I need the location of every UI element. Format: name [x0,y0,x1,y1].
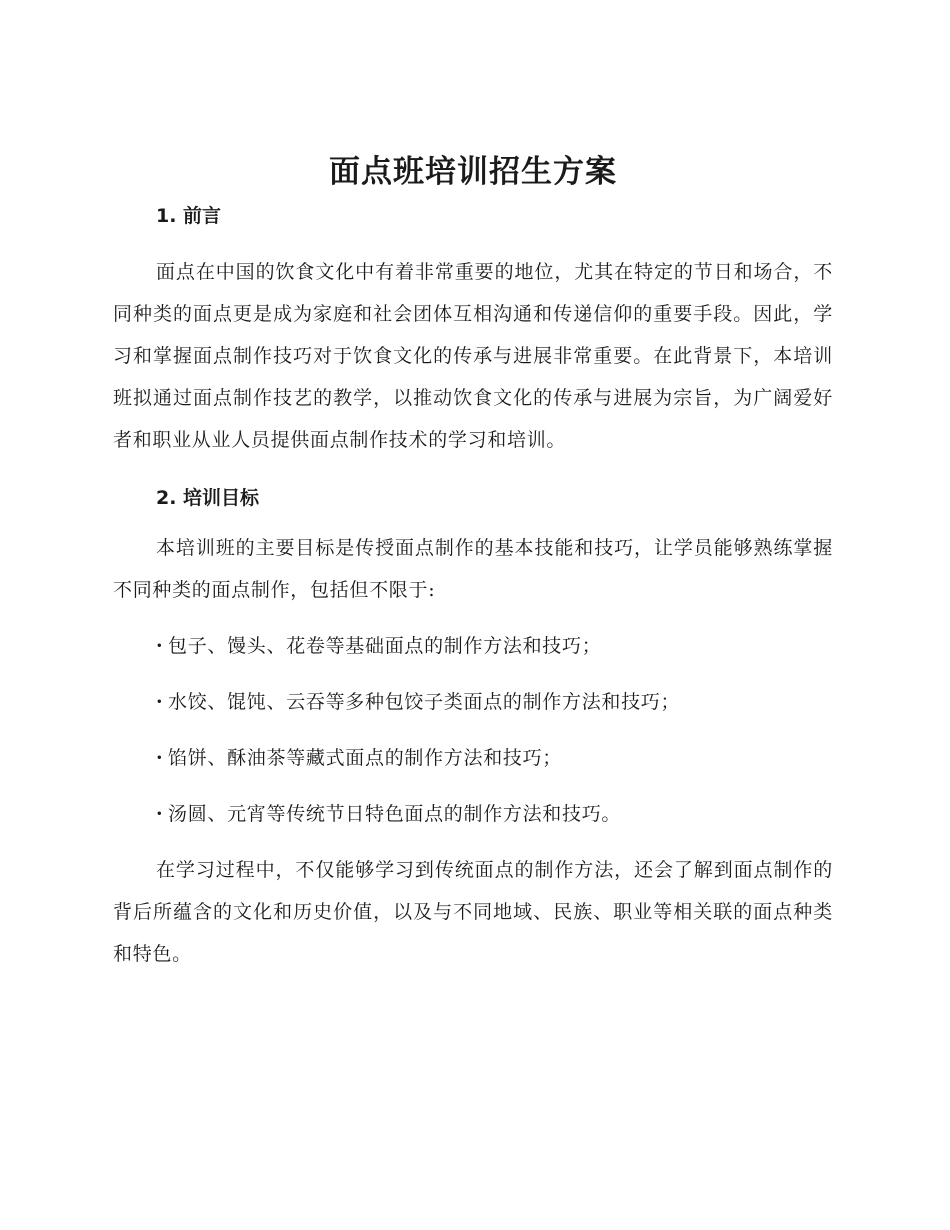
list-item-text: 包子、馒头、花卷等基础面点的制作方法和技巧； [168,635,602,657]
document-title: 面点班培训招生方案 [329,154,617,190]
list-item-text: 水饺、馄饨、云吞等多种包饺子类面点的制作方法和技巧； [168,691,681,713]
list-item [113,681,833,723]
section-training-goals [113,483,833,975]
document-page [113,150,833,989]
list-item-text: 馅饼、酥油茶等藏式面点的制作方法和技巧； [168,747,563,769]
training-goals-intro: 本培训班的主要目标是传授面点制作的基本技能和技巧，让学员能够熟练掌握不同种类的面点制作，包括但不限于: [113,537,833,601]
bullet-marker: · [156,803,164,825]
preface-paragraph: 面点在中国的饮食文化中有着非常重要的地位，尤其在特定的节日和场合，不同种类的面点更是成为家庭和社会团体互相沟通和传递信仰的重要手段。因此，学习和掌握面点制作技巧对于饮食文化的传承与进展非常重要。在此背景下，本培训班拟通过面点制作技艺的教学，以推动饮食文化的传承与进展为宗旨，为广阔爱好者和职业从业人员提供面点制作技术的学习和培训。 [113,261,833,451]
section-preface [113,201,833,461]
list-item [113,793,833,835]
section-heading-training-goals: 2. 培训目标 [156,487,260,509]
bullet-marker: · [156,635,164,657]
list-item [113,625,833,667]
section-heading-preface: 1. 前言 [156,205,222,227]
bullet-marker: · [156,691,164,713]
training-goals-list [113,625,833,835]
training-goals-closing: 在学习过程中，不仅能够学习到传统面点的制作方法，还会了解到面点制作的背后所蕴含的文化和历史价值，以及与不同地域、民族、职业等相关联的面点种类和特色。 [113,859,833,965]
list-item-text: 汤圆、元宵等传统节日特色面点的制作方法和技巧。 [168,803,622,825]
bullet-marker: · [156,747,164,769]
list-item [113,737,833,779]
